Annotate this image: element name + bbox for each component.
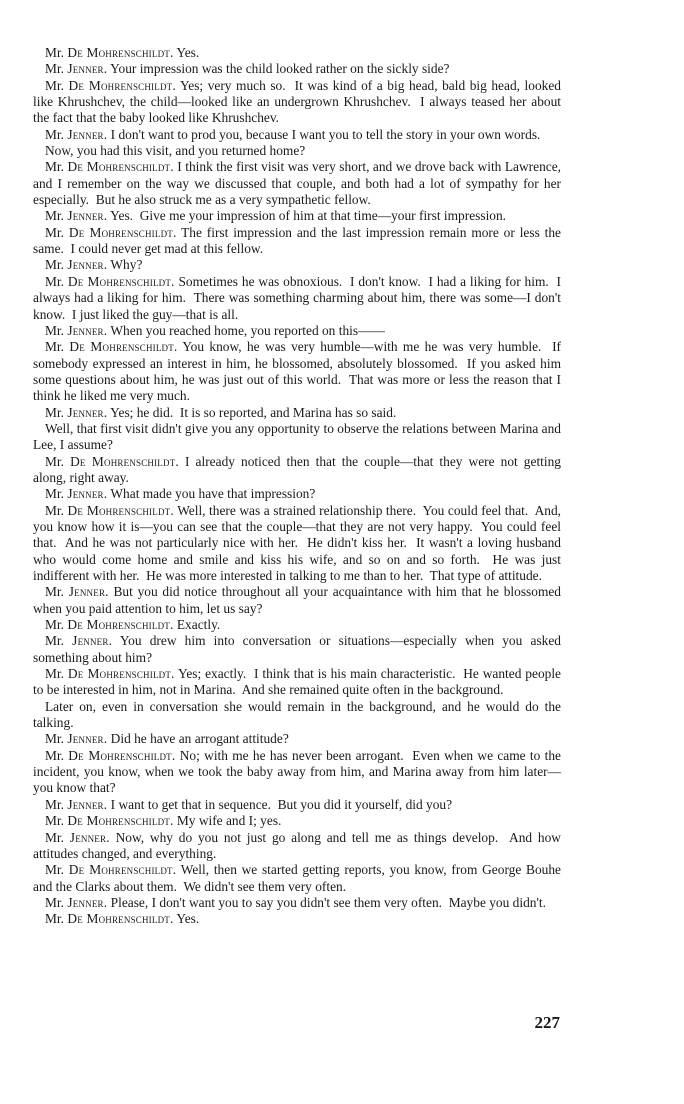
speaker-title: Mr. [45,633,64,649]
paragraph-text: I think the first visit was very short, and we drove back with Lawrence, and I remember on the way we discussed that couple, and both had a lot of sympathy for her especially. But he also struck me as a very sympathetic fellow. [33,159,565,208]
testimony-paragraph [33,405,561,421]
speaker-name: De Mohrenschildt. [68,747,176,763]
speaker-title: Mr. [45,747,64,763]
paragraph-text: But you did notice throughout all your acquaintance with him that he blossomed when you paid attention to him, let us say? [33,584,565,616]
testimony-paragraph [33,224,565,258]
paragraph-text: Exactly. [176,617,221,633]
testimony-paragraph [33,61,561,77]
paragraph-text: Please, I don't want you to say you didn't see them very often. Maybe you didn't. [110,894,546,910]
speaker-title: Mr. [45,911,64,927]
testimony-paragraph [33,813,561,829]
speaker-name: De Mohrenschildt. [67,273,175,289]
speaker-name: De Mohrenschildt. [69,339,178,355]
paragraph-text: My wife and I; yes. [176,813,282,829]
testimony-paragraph [33,143,561,159]
testimony-paragraph [33,666,565,699]
speaker-name: Jenner. [67,796,108,812]
speaker-name: De Mohrenschildt. [68,224,177,240]
speaker-title: Mr. [45,894,64,910]
testimony-paragraph [33,584,565,617]
speaker-name: De Mohrenschildt. [67,45,174,60]
speaker-title: Mr. [45,829,64,845]
speaker-name: Jenner. [67,404,108,420]
speaker-name: Jenner. [67,257,108,273]
paragraph-text: Yes; very much so. It was kind of a big head, bald big head, looked like Khrushchev, the child—looked like an undergrown Khrushchev. I always teased her about the fact that the baby looked like Khrushchev. [33,77,565,126]
speaker-title: Mr. [45,273,64,289]
testimony-paragraph [33,502,565,585]
paragraph-text: I don't want to prod you, because I want you to tell the story in your own words. [110,126,541,142]
speaker-name: De Mohrenschildt. [70,453,179,469]
speaker-name: De Mohrenschildt. [67,813,174,829]
paragraph-text: Your impression was the child looked rather on the sickly side? [110,61,450,77]
testimony-paragraph [33,453,565,487]
speaker-title: Mr. [45,584,64,600]
speaker-name: De Mohrenschildt. [67,159,174,175]
speaker-name: De Mohrenschildt. [68,862,177,878]
speaker-name: De Mohrenschildt. [67,617,174,633]
speaker-title: Mr. [45,45,64,60]
testimony-paragraph [33,617,561,633]
testimony-paragraph [33,698,565,732]
speaker-title: Mr. [45,159,64,175]
paragraph-text: Yes; he did. It is so reported, and Marina has so said. [110,404,397,420]
paragraph-text: The first impression and the last impression remain more or less the same. I could never get mad at this fellow. [33,224,565,257]
speaker-name: Jenner. [69,829,110,845]
speaker-name: De Mohrenschildt. [68,77,176,93]
speaker-name: De Mohrenschildt. [67,911,174,927]
paragraph-text: What made you have that impression? [110,486,316,502]
paragraph-text: Why? [110,257,143,273]
testimony-paragraph [33,797,561,813]
testimony-paragraph [33,911,561,927]
speaker-title: Mr. [45,453,64,469]
speaker-name: De Mohrenschildt. [67,666,175,682]
paragraph-text: You know, he was very humble—with me he was very humble. If somebody expressed an interest in him, he blossomed, absolutely blossomed. If you asked him some questions about him, he was just out of this world. That was more or less the reason that I think he liked me very much. [33,339,565,404]
testimony-paragraph [33,127,561,143]
testimony-paragraph [33,829,565,863]
paragraph-text: Now, why do you not just go along and tell me as things develop. And how attitudes changed, and everything. [33,829,565,861]
speaker-title: Mr. [45,813,64,829]
paragraph-text: Well, that first visit didn't give you any opportunity to observe the relations between Marina and Lee, I assume? [33,420,565,453]
paragraph-text: Well, then we started getting reports, you know, from George Bouhe and the Clarks about them. We didn't see them very often. [33,862,565,894]
speaker-name: Jenner. [67,208,108,224]
paragraph-text: Now, you had this visit, and you returned home? [45,143,306,159]
speaker-title: Mr. [45,339,64,355]
speaker-title: Mr. [45,486,64,502]
speaker-title: Mr. [45,77,64,93]
speaker-name: Jenner. [67,894,108,910]
testimony-paragraph [33,339,565,404]
testimony-paragraph [33,633,565,666]
paragraph-text: I want to get that in sequence. But you did it yourself, did you? [110,796,453,812]
paragraph-text: Later on, even in conversation she would remain in the background, and he would do the talking. [33,698,565,731]
speaker-title: Mr. [45,731,64,747]
speaker-title: Mr. [45,61,64,77]
paragraph-text: No; with me he has never been arrogant. Even when we came to the incident, you know, when we took the baby away from him, and Marina away from him later—you know that? [33,747,565,796]
speaker-name: De Mohrenschildt. [67,502,174,518]
speaker-title: Mr. [45,666,64,682]
testimony-paragraph [33,159,565,208]
page-number: 227 [534,1013,560,1032]
speaker-name: Jenner. [68,584,109,600]
paragraph-text: I already noticed then that the couple—that they were not getting along, right away. [33,453,565,485]
paragraph-text: When you reached home, you reported on this—— [110,322,385,338]
testimony-paragraph [33,862,565,895]
testimony-paragraph [33,486,561,502]
speaker-title: Mr. [45,617,64,633]
testimony-paragraph [33,323,561,339]
paragraph-text: You drew him into conversation or situations—especially when you asked something about him? [33,633,565,665]
testimony-paragraph [33,731,561,747]
speaker-title: Mr. [45,404,64,420]
speaker-name: Jenner. [67,322,108,338]
paragraph-text: Well, there was a strained relationship there. You could feel that. And, you know how it is—you can see that the couple—that they are not very happy. You could feel that. And he was not particularly nice with her. He didn't kiss her. It wasn't a loving husband who would come home and smile and kiss his wife, and so on and so forth. He was just indifferent with her. He was more interested in talking to me than to her. That type of attitude. [33,502,565,583]
paragraph-text: Sometimes he was obnoxious. I don't know. I had a liking for him. I always had a liking for him. There was something charming about him, there was some—I don't know. I just liked the guy—that is all. [33,273,565,322]
testimony-paragraph [33,77,565,127]
speaker-title: Mr. [45,126,64,142]
testimony-paragraph [33,273,565,323]
paragraph-text: Yes. [176,911,200,927]
speaker-name: Jenner. [67,126,108,142]
speaker-title: Mr. [45,502,64,518]
speaker-name: Jenner. [67,486,108,502]
speaker-title: Mr. [45,224,64,240]
paragraph-text: Yes; exactly. I think that is his main characteristic. He wanted people to be interested in him, not in Marina. And she remained quite often in the background. [33,666,565,698]
testimony-paragraph [33,208,561,224]
testimony-paragraph [33,257,561,273]
paragraph-text: Yes. [176,45,200,60]
testimony-paragraph [33,747,565,797]
speaker-title: Mr. [45,862,64,878]
testimony-paragraph [33,45,561,61]
speaker-title: Mr. [45,796,64,812]
speaker-title: Mr. [45,322,64,338]
testimony-paragraph [33,420,565,454]
testimony-paragraph [33,895,561,911]
speaker-title: Mr. [45,208,64,224]
speaker-name: Jenner. [67,61,108,77]
paragraph-text: Did he have an arrogant attitude? [110,731,289,747]
speaker-name: Jenner. [72,633,113,649]
paragraph-text: Yes. Give me your impression of him at that time—your first impression. [110,208,507,224]
speaker-title: Mr. [45,257,64,273]
speaker-name: Jenner. [67,731,108,747]
transcript-body [33,45,565,928]
